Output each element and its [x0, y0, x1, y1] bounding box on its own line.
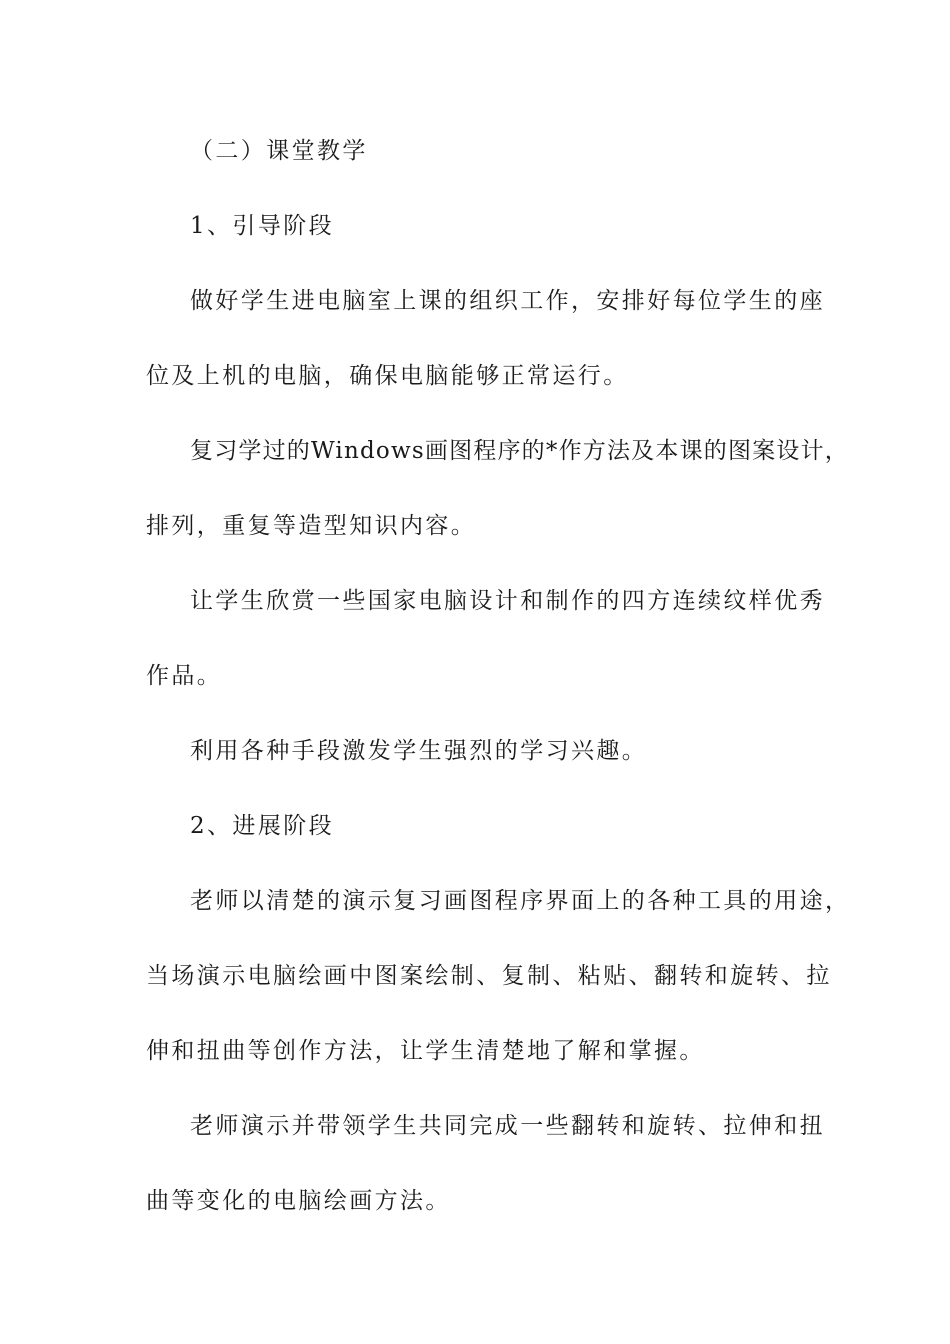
paragraph-line: 伸和扭曲等创作方法，让学生清楚地了解和掌握。 — [146, 1038, 705, 1064]
paragraph-line: 做好学生进电脑室上课的组织工作，安排好每位学生的座 — [190, 288, 825, 314]
paragraph-line: 曲等变化的电脑绘画方法。 — [146, 1188, 451, 1214]
paragraph-line: 位及上机的电脑，确保电脑能够正常运行。 — [146, 363, 629, 389]
paragraph-line: 当场演示电脑绘画中图案绘制、复制、粘贴、翻转和旋转、拉 — [146, 963, 832, 989]
stage-title-progress: 2、进展阶段 — [190, 813, 335, 839]
paragraph-line: 复习学过的Windows画图程序的*作方法及本课的图案设计， — [190, 438, 849, 464]
stage-title-guidance: 1、引导阶段 — [190, 213, 335, 239]
paragraph-line: 作品。 — [146, 663, 223, 689]
paragraph-line: 排列，重复等造型知识内容。 — [146, 513, 477, 539]
paragraph-line: 利用各种手段激发学生强烈的学习兴趣。 — [190, 738, 648, 764]
paragraph-line: 老师演示并带领学生共同完成一些翻转和旋转、拉伸和扭 — [190, 1113, 825, 1139]
section-heading: （二）课堂教学 — [190, 138, 368, 164]
paragraph-line: 让学生欣赏一些国家电脑设计和制作的四方连续纹样优秀 — [190, 588, 825, 614]
paragraph-line: 老师以清楚的演示复习画图程序界面上的各种工具的用途， — [190, 888, 851, 914]
